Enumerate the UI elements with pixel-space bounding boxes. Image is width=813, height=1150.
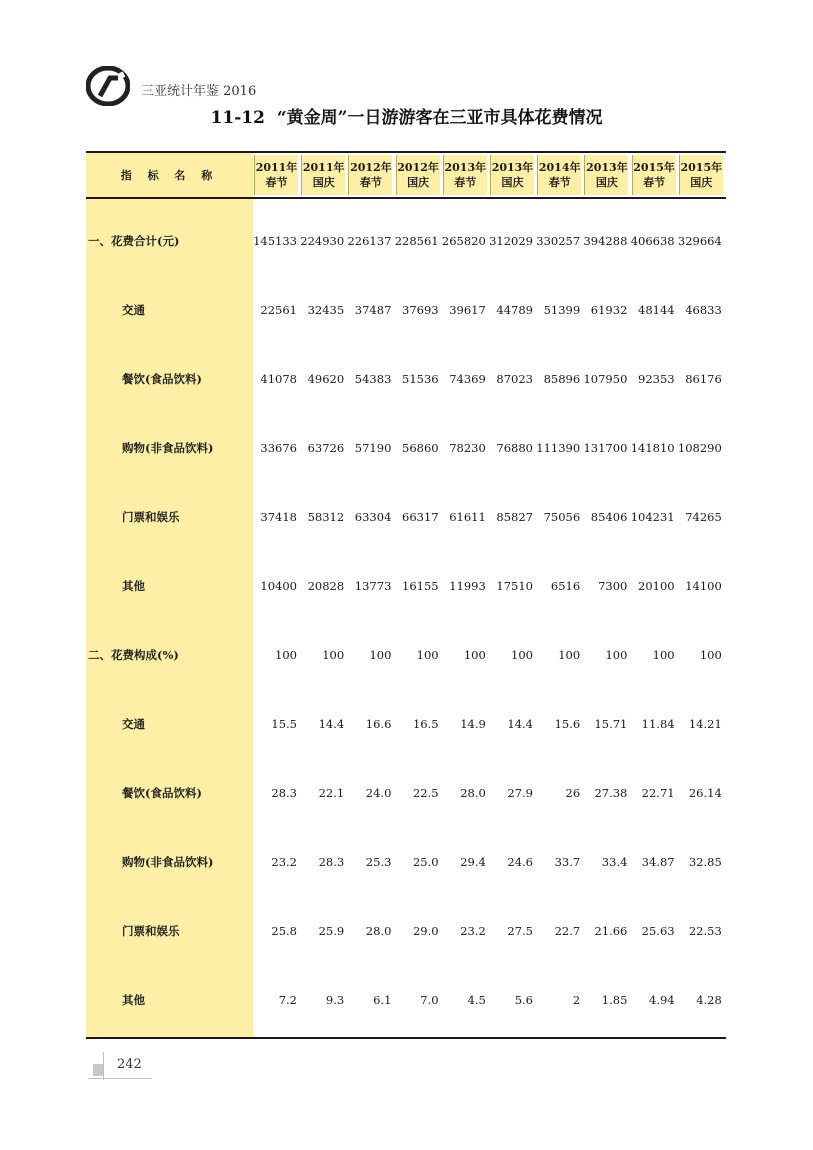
table-cell: 33.7 xyxy=(554,855,581,869)
table-cell: 14.21 xyxy=(688,717,722,731)
table-cell: 25.3 xyxy=(365,855,392,869)
table-cell: 108290 xyxy=(677,441,722,455)
table-cell: 312029 xyxy=(489,234,533,248)
table-cell: 107950 xyxy=(583,372,628,386)
table-row xyxy=(86,300,726,320)
table-cell: 25.8 xyxy=(271,924,297,938)
table-cell: 4.28 xyxy=(696,993,722,1007)
table-cell: 28.3 xyxy=(318,855,345,869)
table-cell: 14100 xyxy=(685,579,722,593)
table-cell: 85896 xyxy=(543,372,581,386)
table-cell: 24.0 xyxy=(365,786,392,800)
row-label: 餐饮(食品饮料) xyxy=(122,372,202,386)
column-header-year: 2012年 xyxy=(350,161,392,174)
table-cell: 16.5 xyxy=(412,717,439,731)
table-cell: 14.4 xyxy=(507,717,533,731)
column-header xyxy=(301,155,345,195)
column-header xyxy=(443,155,487,195)
column-header-year: 2013年 xyxy=(491,161,534,174)
table-cell: 74265 xyxy=(685,510,722,524)
page-title xyxy=(0,103,813,128)
column-header-year: 2015年 xyxy=(633,161,675,174)
table-cell: 51399 xyxy=(543,303,581,317)
table-cell: 23.2 xyxy=(460,924,486,938)
column-header-period: 国庆 xyxy=(595,176,618,189)
table-cell: 29.0 xyxy=(412,924,439,938)
row-label: 购物(非食品饮料) xyxy=(122,855,214,869)
table-row xyxy=(86,438,726,458)
row-label: 门票和娱乐 xyxy=(122,924,180,938)
table-cell: 56860 xyxy=(402,441,439,455)
table-cell: 100 xyxy=(275,648,297,662)
table-cell: 20828 xyxy=(307,579,345,593)
table-cell: 4.94 xyxy=(648,993,675,1007)
table-cell: 100 xyxy=(463,648,486,662)
table-cell: 22.71 xyxy=(641,786,675,800)
table-row xyxy=(86,783,726,803)
table-cell: 100 xyxy=(369,648,392,662)
table-cell: 75056 xyxy=(543,510,581,524)
column-header xyxy=(584,155,628,195)
table-row xyxy=(86,576,726,596)
table-cell: 330257 xyxy=(536,234,581,248)
table-cell: 100 xyxy=(605,648,628,662)
table-row xyxy=(86,507,726,527)
row-label: 交通 xyxy=(122,303,145,317)
column-header xyxy=(396,155,440,195)
table-cell: 6516 xyxy=(550,579,581,593)
table-cell: 100 xyxy=(416,648,439,662)
table-row xyxy=(86,714,726,734)
table-cell: 15.6 xyxy=(554,717,581,731)
table-cell: 85827 xyxy=(496,510,533,524)
yearbook-logo-icon xyxy=(86,66,130,106)
table-cell: 265820 xyxy=(441,234,486,248)
table-cell: 37693 xyxy=(402,303,439,317)
table-cell: 28.3 xyxy=(271,786,297,800)
table-cell: 100 xyxy=(511,648,533,662)
table-cell: 25.63 xyxy=(641,924,675,938)
table-cell: 27.5 xyxy=(507,924,533,938)
column-header-period: 国庆 xyxy=(407,176,430,189)
footer-divider xyxy=(103,1052,104,1080)
table-cell: 20100 xyxy=(638,579,675,593)
table-cell: 14.4 xyxy=(318,717,345,731)
table-cell: 145133 xyxy=(253,234,297,248)
table-cell: 51536 xyxy=(402,372,439,386)
column-header-year: 2013年 xyxy=(586,161,628,174)
column-header xyxy=(632,155,676,195)
table-cell: 29.4 xyxy=(460,855,486,869)
row-label: 购物(非食品饮料) xyxy=(122,441,214,455)
column-header-period: 春节 xyxy=(454,176,477,189)
table-cell: 34.87 xyxy=(641,855,675,869)
row-label: 一、花费合计(元) xyxy=(88,234,180,248)
table-cell: 54383 xyxy=(354,372,392,386)
table-cell: 44789 xyxy=(496,303,533,317)
column-header-year: 2013年 xyxy=(444,161,487,174)
table-row xyxy=(86,231,726,251)
column-header xyxy=(490,155,534,195)
table-cell: 17510 xyxy=(496,579,533,593)
table-cell: 5.6 xyxy=(514,993,533,1007)
table-cell: 37487 xyxy=(354,303,392,317)
table-cell: 6.1 xyxy=(373,993,392,1007)
table-row xyxy=(86,990,726,1010)
table-cell: 86176 xyxy=(685,372,722,386)
table-cell: 226137 xyxy=(347,234,392,248)
table-cell: 32.85 xyxy=(688,855,722,869)
table-cell: 27.38 xyxy=(594,786,628,800)
column-header-year: 2012年 xyxy=(397,161,439,174)
table-cell: 33.4 xyxy=(601,855,628,869)
footer-divider xyxy=(88,1078,152,1079)
table-cell: 92353 xyxy=(638,372,675,386)
table-cell: 76880 xyxy=(496,441,533,455)
table-cell: 22.7 xyxy=(554,924,581,938)
table-cell: 2 xyxy=(572,993,581,1007)
table-cell: 49620 xyxy=(307,372,345,386)
column-header-year: 2011年 xyxy=(255,161,298,174)
column-header xyxy=(254,155,298,195)
row-label: 门票和娱乐 xyxy=(122,510,180,524)
table-cell: 22.53 xyxy=(688,924,722,938)
table-cell: 27.9 xyxy=(507,786,533,800)
table-cell: 15.71 xyxy=(594,717,628,731)
column-header-year: 2011年 xyxy=(302,161,345,174)
column-header xyxy=(348,155,392,195)
column-header-year: 2014年 xyxy=(538,161,581,174)
table-cell: 26.14 xyxy=(688,786,722,800)
table-cell: 25.0 xyxy=(412,855,439,869)
table-cell: 32435 xyxy=(307,303,345,317)
table-cell: 100 xyxy=(322,648,345,662)
table-cell: 41078 xyxy=(260,372,297,386)
table-cell: 25.9 xyxy=(318,924,345,938)
column-headers xyxy=(253,153,726,197)
table-cell: 16.6 xyxy=(365,717,392,731)
table-cell: 394288 xyxy=(583,234,628,248)
table-cell: 87023 xyxy=(496,372,533,386)
column-header xyxy=(679,155,723,195)
row-label: 餐饮(食品饮料) xyxy=(122,786,202,800)
column-header-period: 春节 xyxy=(643,176,666,189)
table-cell: 33676 xyxy=(260,441,297,455)
table-cell: 46833 xyxy=(685,303,722,317)
yearbook-title: 三亚统计年鉴 2016 xyxy=(141,84,257,99)
table-cell: 9.3 xyxy=(325,993,345,1007)
row-label: 交通 xyxy=(122,717,145,731)
table-title: “黄金周”一日游游客在三亚市具体花费情况 xyxy=(276,108,603,128)
table-cell: 11993 xyxy=(449,579,486,593)
table-cell: 7300 xyxy=(598,579,628,593)
table-cell: 58312 xyxy=(307,510,345,524)
table-cell: 85406 xyxy=(590,510,628,524)
table-cell: 141810 xyxy=(630,441,675,455)
table-cell: 100 xyxy=(558,648,581,662)
table-cell: 1.85 xyxy=(601,993,628,1007)
table-cell: 15.5 xyxy=(271,717,297,731)
table-cell: 66317 xyxy=(402,510,439,524)
table-number: 11-12 xyxy=(210,108,265,128)
table-cell: 23.2 xyxy=(271,855,297,869)
table-cell: 7.2 xyxy=(278,993,297,1007)
table-cell: 224930 xyxy=(300,234,345,248)
table-bottom-rule xyxy=(86,1037,726,1039)
table-cell: 16155 xyxy=(402,579,439,593)
column-header xyxy=(537,155,581,195)
table-row xyxy=(86,921,726,941)
table-cell: 22.5 xyxy=(412,786,439,800)
footer-mark xyxy=(93,1064,103,1076)
table-cell: 78230 xyxy=(449,441,486,455)
table-cell: 57190 xyxy=(354,441,392,455)
table-cell: 100 xyxy=(699,648,722,662)
table-cell: 131700 xyxy=(583,441,628,455)
column-header-period: 国庆 xyxy=(312,176,335,189)
table-cell: 22.1 xyxy=(318,786,345,800)
table-cell: 61932 xyxy=(590,303,628,317)
column-header-period: 春节 xyxy=(359,176,382,189)
row-label: 二、花费构成(%) xyxy=(88,648,179,662)
table-cell: 10400 xyxy=(260,579,297,593)
column-header-period: 春节 xyxy=(548,176,571,189)
table-row xyxy=(86,369,726,389)
table-cell: 14.9 xyxy=(460,717,486,731)
table-cell: 26 xyxy=(565,786,581,800)
column-header-period: 国庆 xyxy=(690,176,713,189)
table-cell: 13773 xyxy=(354,579,392,593)
table-header-rule xyxy=(86,197,726,199)
page-number: 242 xyxy=(117,1057,142,1072)
table-cell: 24.6 xyxy=(507,855,533,869)
indicator-header: 指 标 名 称 xyxy=(120,169,219,182)
table-row xyxy=(86,645,726,665)
table-cell: 228561 xyxy=(394,234,439,248)
table-cell: 104231 xyxy=(630,510,675,524)
table-cell: 37418 xyxy=(260,510,297,524)
table-cell: 74369 xyxy=(449,372,486,386)
table-cell: 61611 xyxy=(449,510,486,524)
column-header-period: 春节 xyxy=(265,176,288,189)
table-cell: 329664 xyxy=(677,234,722,248)
table-cell: 4.5 xyxy=(467,993,486,1007)
table-cell: 22561 xyxy=(260,303,297,317)
row-label: 其他 xyxy=(122,993,145,1007)
row-label: 其他 xyxy=(122,579,145,593)
table-cell: 63304 xyxy=(354,510,392,524)
table-cell: 11.84 xyxy=(641,717,675,731)
column-header-year: 2015年 xyxy=(680,161,723,174)
table-cell: 7.0 xyxy=(420,993,439,1007)
data-table xyxy=(86,151,726,1038)
table-cell: 48144 xyxy=(638,303,675,317)
table-cell: 111390 xyxy=(536,441,581,455)
table-cell: 28.0 xyxy=(460,786,486,800)
table-cell: 406638 xyxy=(630,234,675,248)
table-cell: 100 xyxy=(652,648,675,662)
table-row xyxy=(86,852,726,872)
table-cell: 63726 xyxy=(307,441,345,455)
column-header-period: 国庆 xyxy=(501,176,524,189)
table-cell: 28.0 xyxy=(365,924,392,938)
table-cell: 39617 xyxy=(449,303,486,317)
table-cell: 21.66 xyxy=(594,924,628,938)
